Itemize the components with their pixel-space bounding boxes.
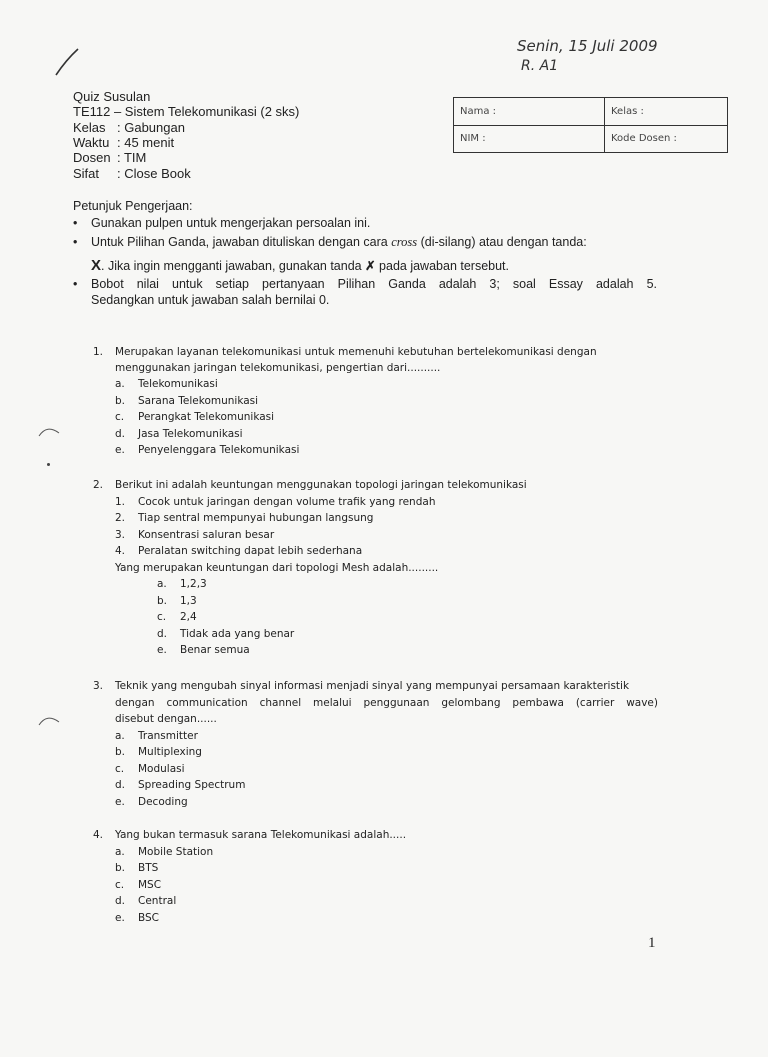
info-kelas xyxy=(73,120,185,135)
q2-text-1: Berikut ini adalah keuntungan menggunakan topologi jaringan telekomunikasi xyxy=(115,479,527,491)
page-number: 1 xyxy=(648,935,656,951)
q3-text-2: dengan communication channel melalui penggunaan gelombang pembawa (carrier wave) xyxy=(115,696,658,709)
q3-option-d[interactable]: d. Spreading Spectrum xyxy=(115,779,246,791)
instruction-3-line2: Sedangkan untuk jawaban salah bernilai 0. xyxy=(91,293,330,307)
instruction-1-text: Gunakan pulpen untuk mengerjakan persoalan ini. xyxy=(91,216,371,230)
quiz-title: Quiz Susulan xyxy=(73,89,151,104)
q1-option-d[interactable]: d. Jasa Telekomunikasi xyxy=(115,427,243,440)
q2-item-3: 3. Konsentrasi saluran besar xyxy=(115,528,275,541)
pen-stroke-mark xyxy=(52,46,82,78)
q1-option-b[interactable]: b. Sarana Telekomunikasi xyxy=(115,394,259,407)
kelas-field[interactable]: Kelas : xyxy=(605,98,728,126)
question-2 xyxy=(93,477,663,659)
q2-option-e[interactable]: e. Benar semua xyxy=(157,644,250,656)
nim-field[interactable]: NIM : xyxy=(454,125,605,153)
q1-option-c[interactable]: c. Perangkat Telekomunikasi xyxy=(115,411,275,423)
q4-option-e[interactable]: e. BSC xyxy=(115,911,160,924)
kode-dosen-field[interactable]: Kode Dosen : xyxy=(605,125,728,153)
q1-option-e[interactable]: e. Penyelenggara Telekomunikasi xyxy=(115,444,300,456)
q4-option-d[interactable]: d. Central xyxy=(115,895,177,907)
q3-option-e[interactable]: e. Decoding xyxy=(115,795,188,808)
q4-option-b[interactable]: b. BTS xyxy=(115,862,159,874)
q1-option-a[interactable]: a. Telekomunikasi xyxy=(115,378,218,390)
info-sifat xyxy=(73,166,191,181)
instruction-2-continuation xyxy=(91,258,509,274)
instruction-bullet-3: • Bobot nilai untuk setiap pertanyaan Pilihan Ganda adalah 3; soal Essay adalah 5. xyxy=(73,277,657,291)
q3-text-3: disebut dengan...... xyxy=(115,713,217,725)
q1-text-1: Merupakan layanan telekomunikasi untuk memenuhi kebutuhan bertelekomunikasi dengan xyxy=(115,346,597,358)
instruction-2-em: cross xyxy=(391,235,418,249)
q2-number: 2. xyxy=(93,479,104,491)
instruction-2-text-a: Untuk Pilihan Ganda, jawaban dituliskan dengan cara xyxy=(91,235,392,249)
course-title: TE112 – Sistem Telekomunikasi (2 sks) xyxy=(73,104,300,119)
instruction-bullet-2: • Untuk Pilihan Ganda, jawaban dituliskan dengan cara cross (di-silang) atau dengan tanda: xyxy=(73,235,587,249)
q1-text-2: menggunakan jaringan telekomunikasi, pengertian dari.......... xyxy=(115,361,441,374)
info-waktu xyxy=(73,135,174,150)
q3-option-a[interactable]: a. Transmitter xyxy=(115,729,198,742)
q2-item-1: 1. Cocok untuk jaringan dengan volume trafik yang rendah xyxy=(115,495,436,508)
dot-mark xyxy=(46,462,51,467)
q4-option-a[interactable]: a. Mobile Station xyxy=(115,845,214,858)
q4-text-1: Yang bukan termasuk sarana Telekomunikasi adalah..... xyxy=(115,829,407,841)
kelas-label: Kelas xyxy=(73,120,106,135)
q2-option-c[interactable]: c. 2,4 xyxy=(157,611,197,623)
q4-option-c[interactable]: c. MSC xyxy=(115,878,162,891)
waktu-value: : 45 menit xyxy=(117,135,175,150)
handwritten-date: Senin, 15 Juli 2009 xyxy=(517,37,658,55)
q2-option-a[interactable]: a. 1,2,3 xyxy=(157,578,207,590)
double-cross-mark-icon: ✗ xyxy=(365,259,376,273)
instruction-2-text-b: (di-silang) atau dengan tanda: xyxy=(417,235,587,249)
instruction-3-line1: Bobot nilai untuk setiap pertanyaan Pilihan Ganda adalah 3; soal Essay adalah 5. xyxy=(91,277,657,291)
q3-option-c[interactable]: c. Modulasi xyxy=(115,762,185,775)
sifat-label: Sifat xyxy=(73,166,100,181)
instructions-heading: Petunjuk Pengerjaan: xyxy=(73,199,193,213)
info-dosen xyxy=(73,150,146,165)
waktu-label: Waktu xyxy=(73,135,110,150)
student-id-box xyxy=(453,97,728,153)
q3-text-1: Teknik yang mengubah sinyal informasi menjadi sinyal yang mempunyai persamaan karakteristik xyxy=(115,680,630,692)
sifat-value: : Close Book xyxy=(117,166,191,181)
q2-item-4: 4. Peralatan switching dapat lebih sederhana xyxy=(115,545,363,557)
instruction-2-cont-b: pada jawaban tersebut. xyxy=(375,259,510,273)
question-3 xyxy=(93,678,658,810)
q2-option-d[interactable]: d. Tidak ada yang benar xyxy=(157,627,295,640)
instruction-bullet-1: • Gunakan pulpen untuk mengerjakan persoalan ini. xyxy=(73,216,371,230)
kelas-value: : Gabungan xyxy=(117,120,185,135)
q3-option-b[interactable]: b. Multiplexing xyxy=(115,746,202,758)
hole-punch-mark-2 xyxy=(37,713,61,727)
dosen-label: Dosen xyxy=(73,150,111,165)
nama-field[interactable]: Nama : xyxy=(454,98,605,126)
instruction-2-cont-a: . Jika ingin mengganti jawaban, gunakan tanda xyxy=(101,259,366,273)
q1-number: 1. xyxy=(93,346,104,358)
handwritten-room: R. A1 xyxy=(521,58,559,74)
dosen-value: : TIM xyxy=(117,150,147,165)
hole-punch-mark-1 xyxy=(37,424,61,438)
question-4 xyxy=(93,827,663,926)
q4-number: 4. xyxy=(93,829,104,841)
q2-option-b[interactable]: b. 1,3 xyxy=(157,594,197,607)
cross-mark-icon: X xyxy=(91,257,102,274)
question-1 xyxy=(93,344,663,459)
q2-text-2: Yang merupakan keuntungan dari topologi Mesh adalah......... xyxy=(115,561,439,574)
q2-item-2: 2. Tiap sentral mempunyai hubungan langsung xyxy=(115,512,374,524)
q3-number: 3. xyxy=(93,680,104,692)
